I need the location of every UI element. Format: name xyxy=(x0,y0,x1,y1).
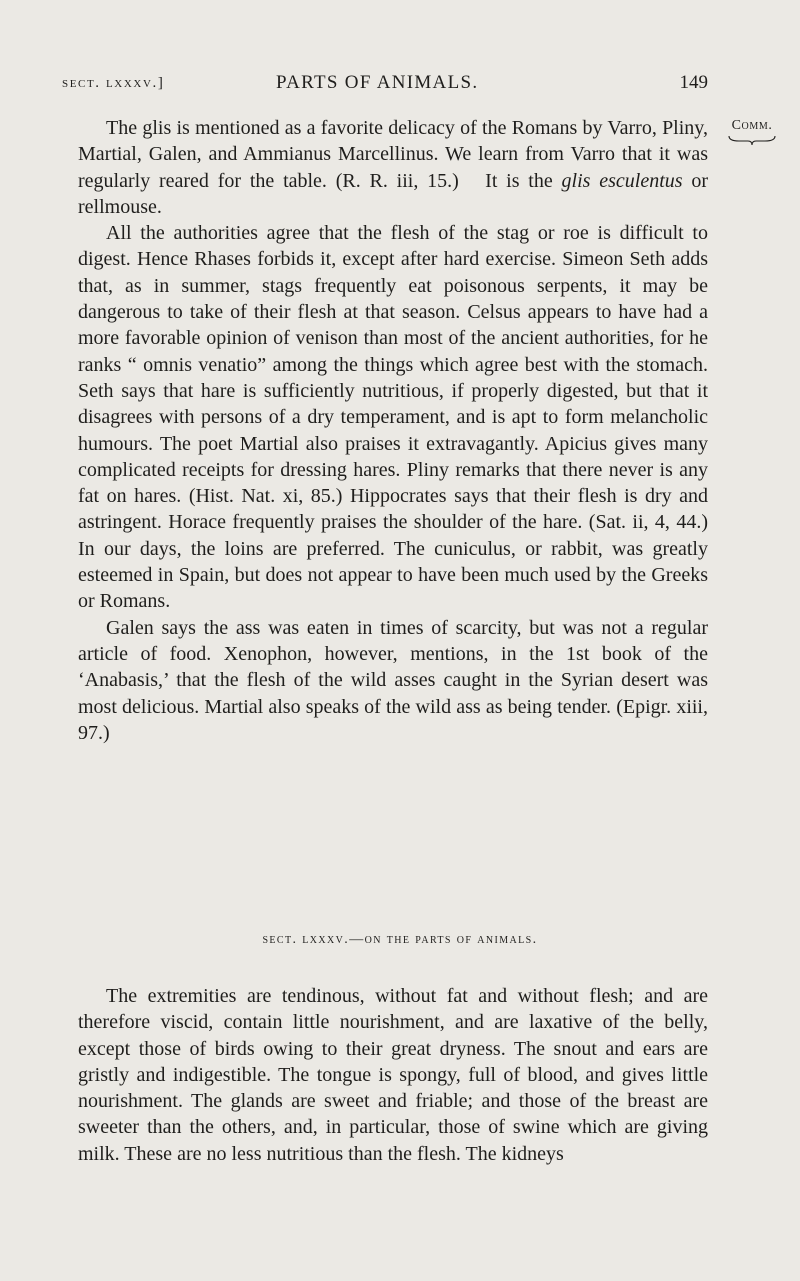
brace-icon xyxy=(727,134,777,146)
glis-paragraph-intro: The glis is mentioned as a favorite delicacy of the Romans by Varro, Pliny, Martial, Galen, and Ammianus Marcellinus. We learn from Varro that it was regularly reared for the table. (R. R. iii, 15.) It is the xyxy=(78,117,708,192)
running-header xyxy=(62,70,710,100)
margin-note-text: Comm. xyxy=(731,118,773,133)
section-label: sect. lxxxv.] xyxy=(62,75,165,91)
glis-paragraph-end: or rellmouse. xyxy=(78,169,708,218)
section-heading: sect. lxxxv.—on the parts of animals. xyxy=(262,932,538,947)
margin-note xyxy=(716,118,788,146)
commentary-text xyxy=(78,115,708,746)
section-paragraph: The extremities are tendinous, without fat and without flesh; and are therefore viscid, contain little nourishment, and are laxative of the belly, except those of birds owing to their great dryness. The snout and ears are gristly and indigestible. The tongue is spongy, full of blood, and gives little nourishment. The glands are sweet and friable; and those of the breast are sweeter than the others, and, in particular, those of swine which are giving milk. These are no less nutritious than the flesh. The kidneys xyxy=(78,985,708,1165)
commentary-paragraph-glis xyxy=(78,115,708,220)
page-number: 149 xyxy=(679,72,708,93)
commentary-paragraph-venison: All the authorities agree that the flesh of the stag or roe is difficult to digest. Hence Rhases forbids it, except after hard exercise. Simeon Seth adds that, as in summer, stags frequently eat poisonous serpents, it may be dangerous to take of their flesh at that season. Celsus appears to have had a more favorable opinion of venison than most of the ancient authorities, for he ranks “ omnis venatio” among the things which agree best with the stomach. Seth says that hare is sufficiently nutritious, if properly digested, but that it disagrees with persons of a dry temperament, and is apt to form melancholic humours. The poet Martial also praises it extravagantly. Apicius gives many complicated receipts for dressing hares. Pliny remarks that there never is any fat on hares. (Hist. Nat. xi, 85.) Hippocrates says that their flesh is dry and astringent. Horace frequently praises the shoulder of the hare. (Sat. ii, 4, 44.) In our days, the loins are preferred. The cuniculus, or rabbit, was greatly esteemed in Spain, but does not appear to have been much used by the Greeks or Romans. xyxy=(78,222,708,613)
commentary-paragraph-ass: Galen says the ass was eaten in times of scarcity, but was not a regular article of food. Xenophon, however, mentions, in the 1st book of the ‘Anabasis,’ that the flesh of the wild asses caught in the Syrian desert was most delicious. Martial also speaks of the wild ass as being tender. (Epigr. xiii, 97.) xyxy=(78,616,708,744)
section-text xyxy=(78,983,708,1167)
species-name: glis esculentus xyxy=(561,169,683,192)
page-title: PARTS OF ANIMALS. xyxy=(276,72,479,93)
